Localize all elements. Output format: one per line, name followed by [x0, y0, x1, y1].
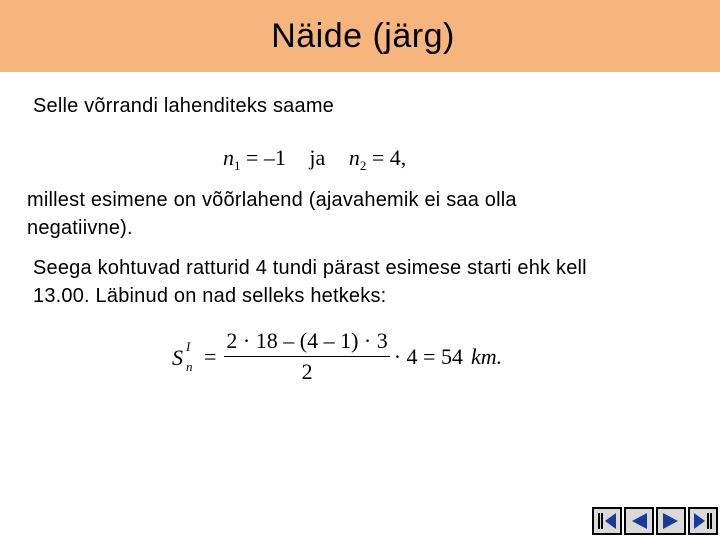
n2-value: = 4, — [366, 145, 407, 170]
distance-subscript: n — [186, 358, 193, 374]
equals-sign: = — [204, 343, 217, 369]
n1-variable: n — [223, 145, 234, 170]
paragraph-extraneous-line1: millest esimene on võõrlahend (ajavahemik ei saa olla — [27, 189, 517, 211]
paragraph-extraneous-line2: negatiivne). — [27, 217, 133, 239]
next-icon — [660, 511, 682, 531]
first-icon — [596, 511, 618, 531]
equation-roots — [223, 145, 406, 174]
distance-superscript: I — [186, 338, 191, 354]
n2-subscript: 2 — [359, 158, 367, 173]
previous-slide-button[interactable] — [624, 507, 654, 535]
distance-symbol — [172, 338, 200, 374]
paragraph-conclusion-line2: 13.00. Läbinud on nad selleks hetkeks: — [33, 285, 387, 307]
fraction-numerator: 2 · 18 – (4 – 1) · 3 — [224, 328, 389, 357]
distance-unit: km. — [470, 343, 503, 369]
distance-variable: S — [172, 344, 183, 370]
paragraph-extraneous — [27, 186, 517, 242]
first-slide-button[interactable] — [592, 507, 622, 535]
fraction-denominator: 2 — [301, 359, 313, 384]
n1-value: = –1 — [240, 145, 286, 170]
distance-result: · 4 = 54 — [393, 343, 463, 369]
title-bar — [0, 0, 720, 72]
last-slide-button[interactable] — [688, 507, 718, 535]
equation-distance — [172, 328, 502, 385]
slide-navigation — [592, 507, 718, 535]
conjunction: ja — [309, 145, 326, 170]
prev-icon — [628, 511, 650, 531]
next-slide-button[interactable] — [656, 507, 686, 535]
n1-subscript: 1 — [234, 158, 241, 173]
n2-variable: n — [348, 145, 360, 170]
last-icon — [692, 511, 714, 531]
distance-fraction — [224, 328, 389, 385]
paragraph-intro: Selle võrrandi lahenditeks saame — [33, 95, 335, 117]
paragraph-conclusion-line1: Seega kohtuvad ratturid 4 tundi pärast esimese starti ehk kell — [33, 257, 587, 279]
paragraph-conclusion — [33, 254, 587, 310]
slide-title: Näide (järg) — [271, 16, 455, 55]
